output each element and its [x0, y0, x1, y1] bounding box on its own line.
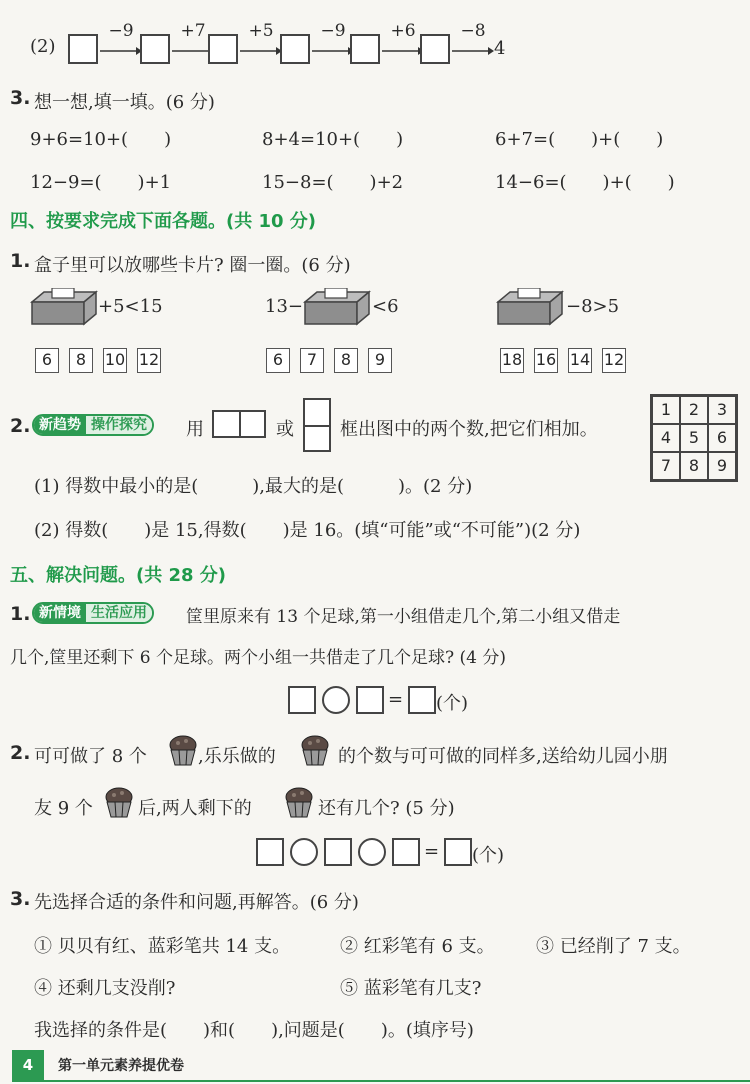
chain-box-2[interactable]: [140, 34, 170, 64]
s5-q2-l2a: 友 9 个: [34, 798, 93, 819]
section-5-title: 五、解决问题。(共 28 分): [10, 565, 227, 586]
answer-box[interactable]: [256, 838, 284, 866]
card[interactable]: 7: [300, 348, 324, 373]
cupcake-icon: [284, 786, 314, 818]
grid-cell[interactable]: 6: [708, 424, 736, 452]
operator-circle[interactable]: [322, 686, 350, 714]
s5-q1-line2: 几个,筐里还剩下 6 个足球。两个小组一共借走了几个足球? (4 分): [10, 648, 507, 668]
s4-q1-number: 1.: [10, 250, 31, 272]
equals-sign: =: [388, 689, 404, 710]
grid-cell[interactable]: 9: [708, 452, 736, 480]
chain-op-3: +5: [248, 21, 274, 41]
q3-number: 3.: [10, 87, 31, 109]
card[interactable]: 10: [103, 348, 127, 373]
operator-circle[interactable]: [290, 838, 318, 866]
grid-cell[interactable]: 8: [680, 452, 708, 480]
q3-eq-2-2: 15−8=( )+2: [262, 172, 404, 193]
q3-title: 想一想,填一填。(6 分): [34, 92, 215, 113]
tag-situation-b: 生活应用: [86, 604, 152, 622]
answer-box[interactable]: [444, 838, 472, 866]
s4-q2-rest: 框出图中的两个数,把它们相加。: [340, 419, 598, 440]
option-1: ① 贝贝有红、蓝彩笔共 14 支。: [34, 936, 291, 957]
s5-q2-l2c: 还有几个? (5 分): [318, 798, 455, 819]
chain-op-5: +6: [390, 21, 416, 41]
s5-q2-number: 2.: [10, 742, 31, 764]
unit-label: (个): [472, 845, 505, 866]
chain-box-6[interactable]: [420, 34, 450, 64]
grid-cell[interactable]: 2: [680, 396, 708, 424]
chain-result: 4: [494, 38, 506, 59]
section-4-title: 四、按要求完成下面各题。(共 10 分): [10, 211, 317, 232]
card[interactable]: 9: [368, 348, 392, 373]
card[interactable]: 12: [137, 348, 161, 373]
tag-trend-b: 操作探究: [86, 416, 152, 434]
s5-q2-l2b: 后,两人剩下的: [138, 798, 252, 819]
option-3: ③ 已经削了 7 支。: [536, 936, 691, 957]
grid-cell[interactable]: 1: [652, 396, 680, 424]
chain-arrow-3: [240, 22, 282, 52]
tag-situation: [32, 602, 154, 624]
tag-situation-a: 新情境: [34, 604, 86, 622]
chain-op-2: +7: [180, 21, 206, 41]
grid-cell[interactable]: 3: [708, 396, 736, 424]
s5-q2-l1c: 的个数与可可做的同样多,送给幼儿园小朋: [338, 746, 668, 767]
box-expr-2-pre: 13−: [265, 296, 303, 317]
answer-box[interactable]: [408, 686, 436, 714]
answer-box[interactable]: [288, 686, 316, 714]
chain-op-4: −9: [320, 21, 346, 41]
s5-q2-l1b: ,乐乐做的: [198, 746, 276, 767]
footer-title: 第一单元素养提优卷: [58, 1058, 184, 1074]
option-2: ② 红彩笔有 6 支。: [340, 936, 495, 957]
cupcake-icon: [104, 786, 134, 818]
s4-q2-sub2: (2) 得数( )是 15,得数( )是 16。(填“可能”或“不可能”)(2 分): [34, 520, 581, 541]
q3-eq-1-3: 6+7=( )+( ): [495, 129, 664, 150]
box-expr-1: +5<15: [98, 296, 163, 317]
chain-arrow-6: [452, 22, 494, 52]
unit-label: (个): [436, 693, 469, 714]
chain-box-3[interactable]: [208, 34, 238, 64]
footer-divider: [12, 1080, 750, 1082]
s4-q2-use: 用: [186, 419, 204, 440]
tag-trend: [32, 414, 154, 436]
cupcake-icon: [168, 734, 198, 766]
box-expr-3: −8>5: [566, 296, 620, 317]
q3-eq-1-2: 8+4=10+( ): [262, 129, 404, 150]
s5-q3-number: 3.: [10, 888, 31, 910]
card[interactable]: 16: [534, 348, 558, 373]
chain-op-1: −9: [108, 21, 134, 41]
chain-arrow-4: [312, 22, 354, 52]
card[interactable]: 8: [334, 348, 358, 373]
number-grid: [650, 394, 738, 482]
chain-box-4[interactable]: [280, 34, 310, 64]
grid-cell[interactable]: 7: [652, 452, 680, 480]
page-number: 4: [12, 1050, 44, 1080]
s4-q1-title: 盒子里可以放哪些卡片? 圈一圈。(6 分): [34, 255, 351, 276]
grid-cell[interactable]: 5: [680, 424, 708, 452]
answer-box[interactable]: [392, 838, 420, 866]
q3-eq-1-1: 9+6=10+( ): [30, 129, 172, 150]
chain-label: (2): [30, 36, 56, 57]
chain-box-5[interactable]: [350, 34, 380, 64]
s5-q1-number: 1.: [10, 603, 31, 625]
s5-q3-answer-line: 我选择的条件是( )和( ),问题是( )。(填序号): [34, 1020, 474, 1041]
s5-q1-line1: 筐里原来有 13 个足球,第一小组借走几个,第二小组又借走: [186, 607, 621, 627]
s4-q2-or: 或: [276, 419, 294, 440]
box-expr-2-post: <6: [372, 296, 399, 317]
chain-box-1[interactable]: [68, 34, 98, 64]
option-5: ⑤ 蓝彩笔有几支?: [340, 978, 482, 999]
s5-q2-l1a: 可可做了 8 个: [34, 746, 147, 767]
grid-cell[interactable]: 4: [652, 424, 680, 452]
option-4: ④ 还剩几支没削?: [34, 978, 176, 999]
card[interactable]: 6: [35, 348, 59, 373]
operator-circle[interactable]: [358, 838, 386, 866]
card[interactable]: 12: [602, 348, 626, 373]
s5-q3-title: 先选择合适的条件和问题,再解答。(6 分): [34, 892, 359, 913]
chain-arrow-5: [382, 22, 424, 52]
equals-sign: =: [424, 841, 440, 862]
answer-box[interactable]: [324, 838, 352, 866]
horizontal-frame: [212, 410, 266, 438]
vertical-frame: [303, 398, 331, 452]
tissue-box-icon: [30, 288, 98, 328]
answer-box[interactable]: [356, 686, 384, 714]
card[interactable]: 8: [69, 348, 93, 373]
tag-trend-a: 新趋势: [34, 416, 86, 434]
tissue-box-icon: [496, 288, 564, 328]
q3-eq-2-1: 12−9=( )+1: [30, 172, 172, 193]
q3-eq-2-3: 14−6=( )+( ): [495, 172, 675, 193]
chain-arrow-1: [100, 22, 142, 52]
s4-q2-sub1: (1) 得数中最小的是( ),最大的是( )。(2 分): [34, 476, 473, 497]
chain-op-6: −8: [460, 21, 486, 41]
card[interactable]: 18: [500, 348, 524, 373]
s4-q2-number: 2.: [10, 415, 31, 437]
card[interactable]: 6: [266, 348, 290, 373]
card[interactable]: 14: [568, 348, 592, 373]
cupcake-icon: [300, 734, 330, 766]
tissue-box-icon: [303, 288, 371, 328]
